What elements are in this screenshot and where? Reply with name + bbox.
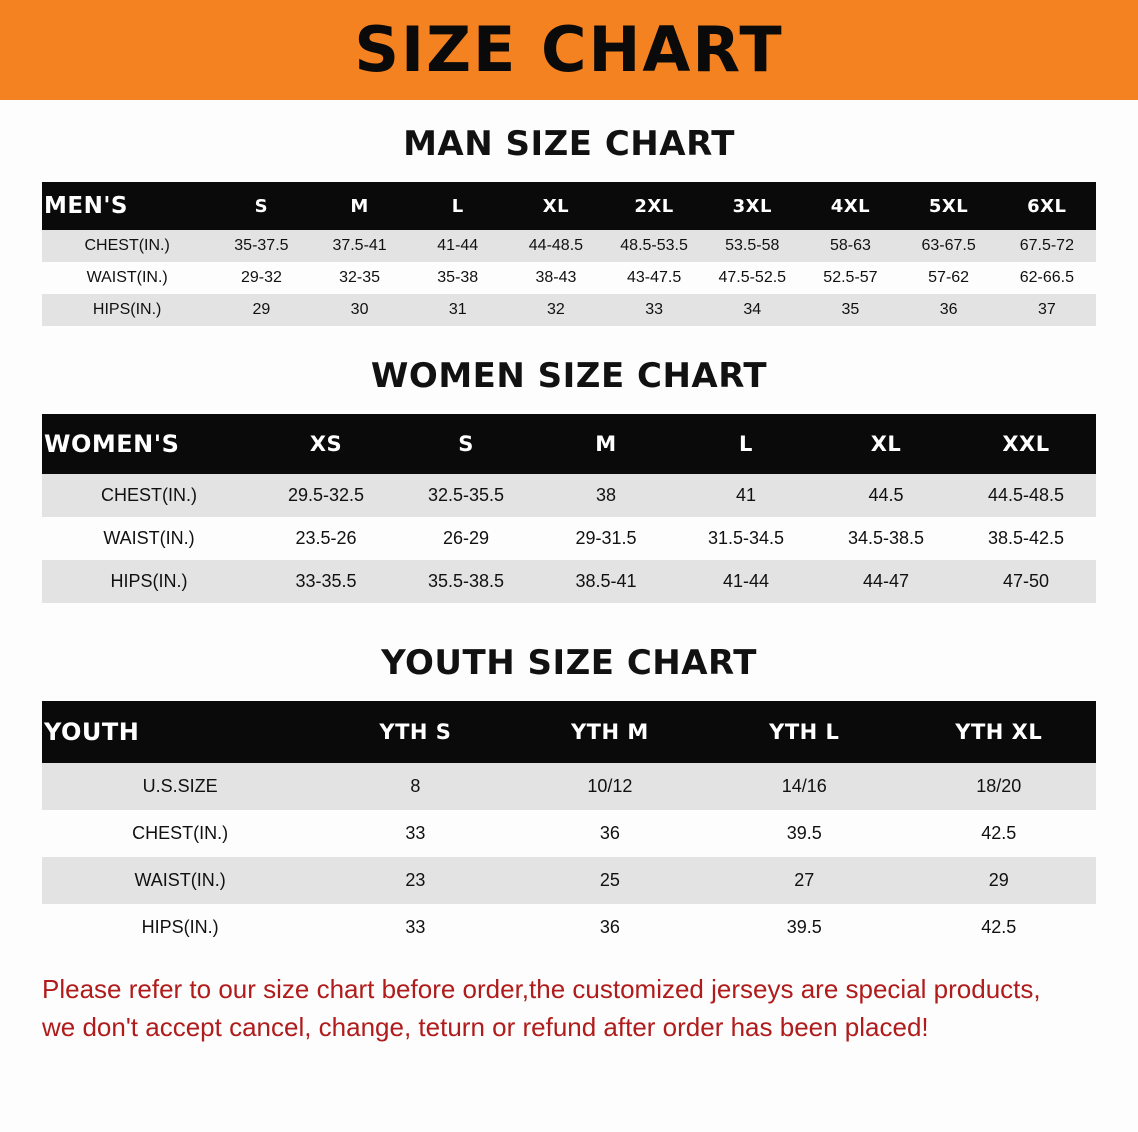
man-waist-m: 32-35 bbox=[310, 262, 408, 294]
man-header-l: L bbox=[409, 182, 507, 230]
women-header-l: L bbox=[676, 414, 816, 474]
table-row bbox=[42, 904, 1096, 951]
women-hips-xxl: 47-50 bbox=[956, 560, 1096, 603]
women-chest-s: 32.5-35.5 bbox=[396, 474, 536, 517]
youth-hips-s: 33 bbox=[318, 904, 512, 951]
youth-chest-m: 36 bbox=[513, 810, 707, 857]
man-chest-4xl: 58-63 bbox=[801, 230, 899, 262]
man-header-6xl: 6XL bbox=[998, 182, 1096, 230]
man-row-label-chest: CHEST(IN.) bbox=[42, 230, 212, 262]
women-waist-m: 29-31.5 bbox=[536, 517, 676, 560]
youth-hips-m: 36 bbox=[513, 904, 707, 951]
youth-header-l: YTH L bbox=[707, 701, 901, 763]
man-waist-6xl: 62-66.5 bbox=[998, 262, 1096, 294]
man-waist-xl: 38-43 bbox=[507, 262, 605, 294]
man-hips-5xl: 36 bbox=[900, 294, 998, 326]
youth-row-label-chest: CHEST(IN.) bbox=[42, 810, 318, 857]
man-waist-5xl: 57-62 bbox=[900, 262, 998, 294]
man-header-xl: XL bbox=[507, 182, 605, 230]
women-size-table bbox=[42, 414, 1096, 603]
man-hips-s: 29 bbox=[212, 294, 310, 326]
banner bbox=[0, 0, 1138, 100]
women-chest-l: 41 bbox=[676, 474, 816, 517]
youth-chest-xl: 42.5 bbox=[902, 810, 1096, 857]
youth-header-label: YOUTH bbox=[42, 701, 318, 763]
youth-row-label-hips: HIPS(IN.) bbox=[42, 904, 318, 951]
man-chest-xl: 44-48.5 bbox=[507, 230, 605, 262]
youth-hips-l: 39.5 bbox=[707, 904, 901, 951]
man-hips-m: 30 bbox=[310, 294, 408, 326]
women-row-label-hips: HIPS(IN.) bbox=[42, 560, 256, 603]
table-row bbox=[42, 810, 1096, 857]
man-hips-6xl: 37 bbox=[998, 294, 1096, 326]
women-waist-xxl: 38.5-42.5 bbox=[956, 517, 1096, 560]
youth-ussize-l: 14/16 bbox=[707, 763, 901, 810]
women-chest-m: 38 bbox=[536, 474, 676, 517]
man-size-table bbox=[42, 182, 1096, 326]
youth-header-s: YTH S bbox=[318, 701, 512, 763]
youth-header-xl: YTH XL bbox=[902, 701, 1096, 763]
women-hips-m: 38.5-41 bbox=[536, 560, 676, 603]
man-waist-4xl: 52.5-57 bbox=[801, 262, 899, 294]
man-chest-l: 41-44 bbox=[409, 230, 507, 262]
women-header-xxl: XXL bbox=[956, 414, 1096, 474]
youth-waist-s: 23 bbox=[318, 857, 512, 904]
man-chest-s: 35-37.5 bbox=[212, 230, 310, 262]
table-header-row bbox=[42, 414, 1096, 474]
women-row-label-waist: WAIST(IN.) bbox=[42, 517, 256, 560]
man-hips-l: 31 bbox=[409, 294, 507, 326]
man-hips-4xl: 35 bbox=[801, 294, 899, 326]
man-hips-2xl: 33 bbox=[605, 294, 703, 326]
banner-title: SIZE CHART bbox=[354, 13, 784, 86]
table-row bbox=[42, 262, 1096, 294]
table-row bbox=[42, 857, 1096, 904]
man-header-m: M bbox=[310, 182, 408, 230]
table-row bbox=[42, 763, 1096, 810]
youth-chest-l: 39.5 bbox=[707, 810, 901, 857]
table-row bbox=[42, 560, 1096, 603]
youth-ussize-s: 8 bbox=[318, 763, 512, 810]
women-waist-xl: 34.5-38.5 bbox=[816, 517, 956, 560]
women-hips-l: 41-44 bbox=[676, 560, 816, 603]
women-hips-xl: 44-47 bbox=[816, 560, 956, 603]
women-header-xl: XL bbox=[816, 414, 956, 474]
man-chest-2xl: 48.5-53.5 bbox=[605, 230, 703, 262]
man-section-title: MAN SIZE CHART bbox=[403, 124, 735, 164]
man-hips-xl: 32 bbox=[507, 294, 605, 326]
man-header-5xl: 5XL bbox=[900, 182, 998, 230]
women-header-s: S bbox=[396, 414, 536, 474]
table-row bbox=[42, 517, 1096, 560]
women-waist-s: 26-29 bbox=[396, 517, 536, 560]
women-waist-xs: 23.5-26 bbox=[256, 517, 396, 560]
man-waist-l: 35-38 bbox=[409, 262, 507, 294]
man-hips-3xl: 34 bbox=[703, 294, 801, 326]
youth-section-title: YOUTH SIZE CHART bbox=[381, 643, 757, 683]
women-hips-xs: 33-35.5 bbox=[256, 560, 396, 603]
women-header-m: M bbox=[536, 414, 676, 474]
table-row bbox=[42, 474, 1096, 517]
youth-header-m: YTH M bbox=[513, 701, 707, 763]
policy-note bbox=[42, 971, 1096, 1046]
youth-row-label-ussize: U.S.SIZE bbox=[42, 763, 318, 810]
youth-waist-l: 27 bbox=[707, 857, 901, 904]
table-row bbox=[42, 230, 1096, 262]
women-header-label: WOMEN'S bbox=[42, 414, 256, 474]
table-row bbox=[42, 294, 1096, 326]
man-chest-3xl: 53.5-58 bbox=[703, 230, 801, 262]
youth-ussize-xl: 18/20 bbox=[902, 763, 1096, 810]
youth-size-table bbox=[42, 701, 1096, 951]
man-chest-5xl: 63-67.5 bbox=[900, 230, 998, 262]
man-header-3xl: 3XL bbox=[703, 182, 801, 230]
policy-note-line1: Please refer to our size chart before order,the customized jerseys are special products, bbox=[42, 974, 1041, 1004]
man-header-s: S bbox=[212, 182, 310, 230]
man-waist-s: 29-32 bbox=[212, 262, 310, 294]
women-chest-xs: 29.5-32.5 bbox=[256, 474, 396, 517]
table-header-row bbox=[42, 182, 1096, 230]
man-row-label-waist: WAIST(IN.) bbox=[42, 262, 212, 294]
table-header-row bbox=[42, 701, 1096, 763]
man-chest-6xl: 67.5-72 bbox=[998, 230, 1096, 262]
man-chest-m: 37.5-41 bbox=[310, 230, 408, 262]
youth-waist-m: 25 bbox=[513, 857, 707, 904]
youth-chest-s: 33 bbox=[318, 810, 512, 857]
women-header-xs: XS bbox=[256, 414, 396, 474]
women-chest-xxl: 44.5-48.5 bbox=[956, 474, 1096, 517]
man-header-label: MEN'S bbox=[42, 182, 212, 230]
man-row-label-hips: HIPS(IN.) bbox=[42, 294, 212, 326]
man-waist-2xl: 43-47.5 bbox=[605, 262, 703, 294]
policy-note-line2: we don't accept cancel, change, teturn or refund after order has been placed! bbox=[42, 1011, 929, 1042]
women-section-title: WOMEN SIZE CHART bbox=[370, 356, 768, 396]
women-waist-l: 31.5-34.5 bbox=[676, 517, 816, 560]
women-row-label-chest: CHEST(IN.) bbox=[42, 474, 256, 517]
women-hips-s: 35.5-38.5 bbox=[396, 560, 536, 603]
youth-ussize-m: 10/12 bbox=[513, 763, 707, 810]
women-chest-xl: 44.5 bbox=[816, 474, 956, 517]
youth-waist-xl: 29 bbox=[902, 857, 1096, 904]
man-waist-3xl: 47.5-52.5 bbox=[703, 262, 801, 294]
man-header-4xl: 4XL bbox=[801, 182, 899, 230]
youth-hips-xl: 42.5 bbox=[902, 904, 1096, 951]
man-header-2xl: 2XL bbox=[605, 182, 703, 230]
youth-row-label-waist: WAIST(IN.) bbox=[42, 857, 318, 904]
